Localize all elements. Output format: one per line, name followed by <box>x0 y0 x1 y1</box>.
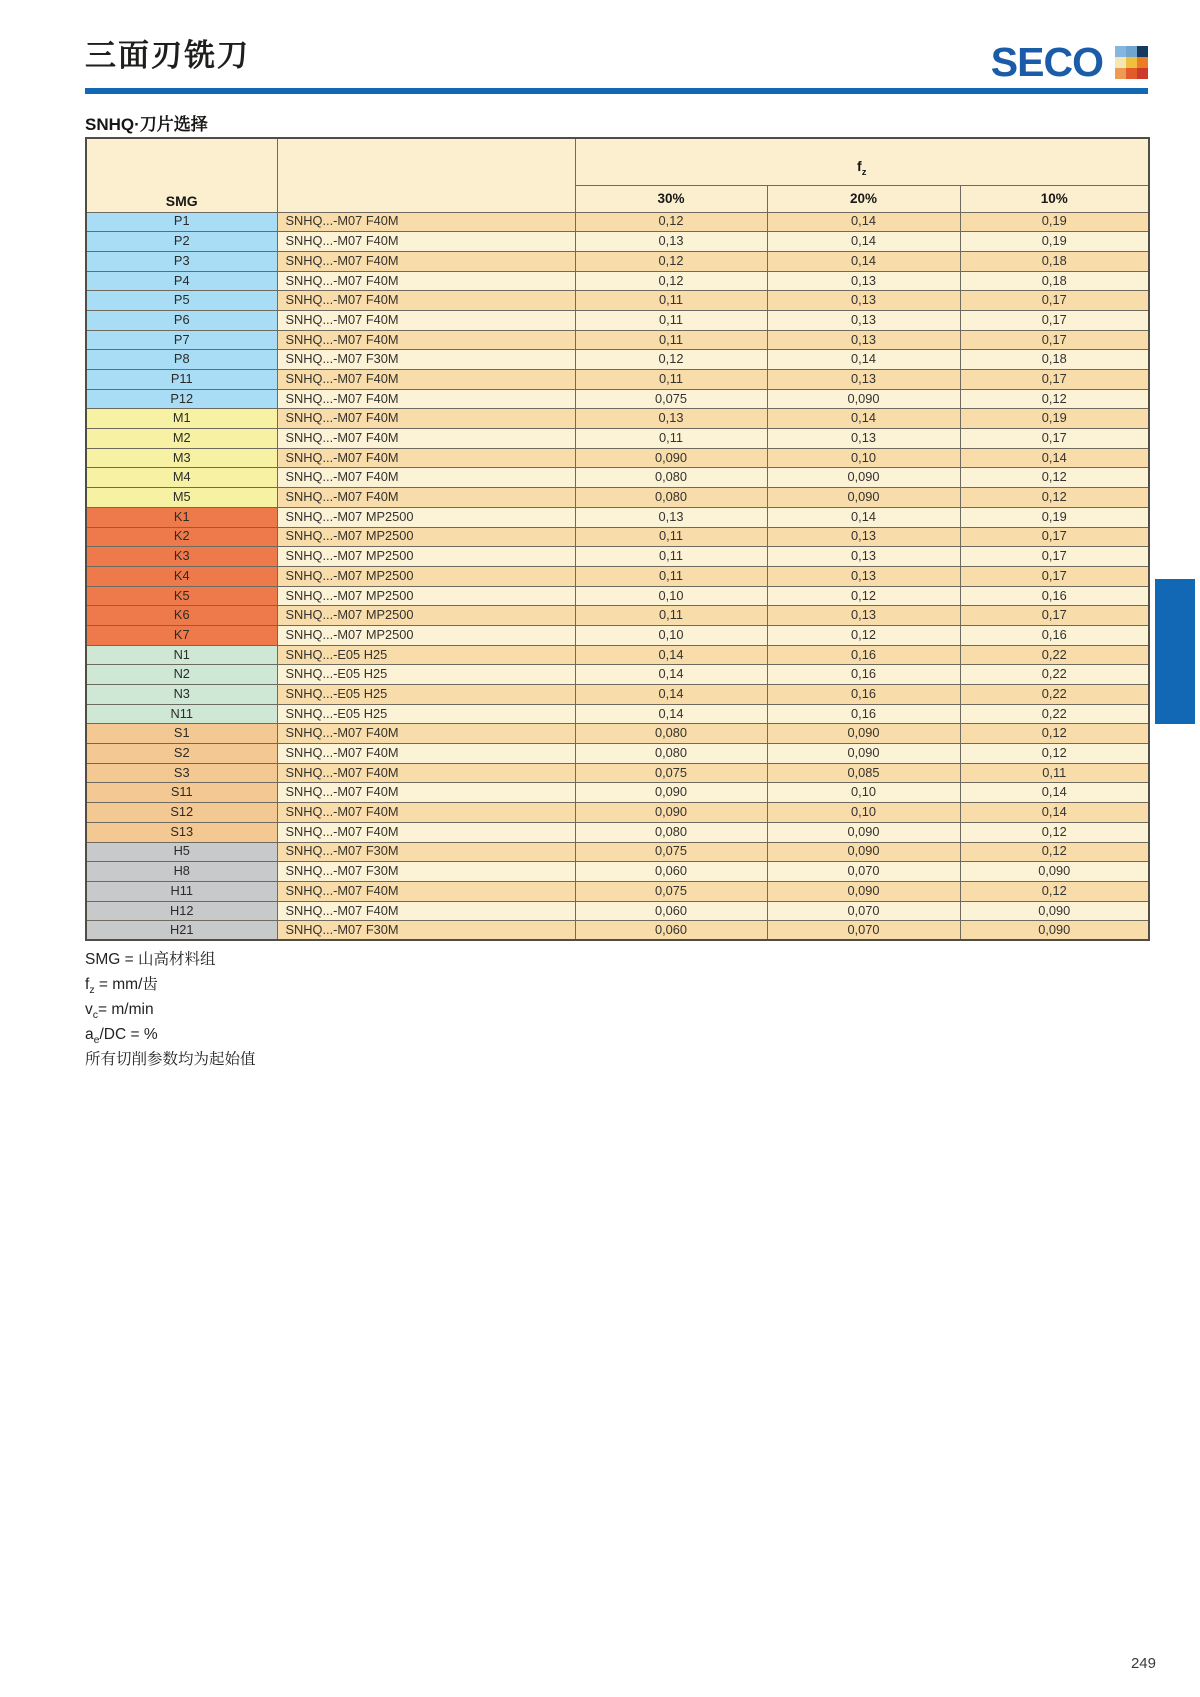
percent-30-header: 30% <box>575 185 767 212</box>
value-cell-10: 0,12 <box>960 744 1149 764</box>
table-header-row-top <box>86 138 1149 185</box>
value-cell-30: 0,075 <box>575 763 767 783</box>
value-cell-10: 0,17 <box>960 370 1149 390</box>
table-row <box>86 251 1149 271</box>
value-cell-20: 0,13 <box>767 527 960 547</box>
value-cell-20: 0,14 <box>767 350 960 370</box>
value-cell-10: 0,17 <box>960 291 1149 311</box>
table-row <box>86 704 1149 724</box>
value-cell-30: 0,090 <box>575 448 767 468</box>
smg-cell: P12 <box>86 389 277 409</box>
cutting-data-table <box>85 137 1150 941</box>
value-cell-20: 0,090 <box>767 881 960 901</box>
seco-logo-squares-icon <box>1115 46 1148 79</box>
smg-cell: M4 <box>86 468 277 488</box>
smg-cell: K6 <box>86 606 277 626</box>
designation-cell: SNHQ...-E05 H25 <box>277 704 575 724</box>
smg-cell: N1 <box>86 645 277 665</box>
designation-cell: SNHQ...-E05 H25 <box>277 645 575 665</box>
smg-cell: H12 <box>86 901 277 921</box>
value-cell-10: 0,17 <box>960 330 1149 350</box>
value-cell-10: 0,14 <box>960 448 1149 468</box>
designation-cell: SNHQ...-M07 MP2500 <box>277 625 575 645</box>
value-cell-10: 0,16 <box>960 625 1149 645</box>
value-cell-10: 0,17 <box>960 547 1149 567</box>
value-cell-20: 0,090 <box>767 488 960 508</box>
seco-logo-text: SECO <box>990 39 1103 85</box>
value-cell-20: 0,13 <box>767 547 960 567</box>
designation-column-header <box>277 138 575 212</box>
percent-20-header: 20% <box>767 185 960 212</box>
table-row <box>86 488 1149 508</box>
fz-column-header <box>575 138 1149 185</box>
value-cell-10: 0,090 <box>960 921 1149 941</box>
designation-cell: SNHQ...-M07 F40M <box>277 763 575 783</box>
designation-cell: SNHQ...-M07 MP2500 <box>277 547 575 567</box>
value-cell-30: 0,12 <box>575 271 767 291</box>
smg-cell: P7 <box>86 330 277 350</box>
footnote: 所有切削参数均为起始值 <box>85 1051 256 1068</box>
value-cell-20: 0,12 <box>767 625 960 645</box>
value-cell-10: 0,090 <box>960 862 1149 882</box>
value-cell-20: 0,16 <box>767 665 960 685</box>
value-cell-30: 0,10 <box>575 625 767 645</box>
designation-cell: SNHQ...-E05 H25 <box>277 665 575 685</box>
table-row <box>86 370 1149 390</box>
table-body <box>86 212 1149 940</box>
value-cell-30: 0,075 <box>575 881 767 901</box>
table-row <box>86 232 1149 252</box>
table-row <box>86 350 1149 370</box>
table-row <box>86 783 1149 803</box>
value-cell-10: 0,12 <box>960 724 1149 744</box>
value-cell-10: 0,19 <box>960 212 1149 232</box>
footnote-subscript: c <box>92 1009 99 1022</box>
smg-cell: N11 <box>86 704 277 724</box>
logo-square <box>1126 57 1137 68</box>
value-cell-30: 0,11 <box>575 547 767 567</box>
designation-cell: SNHQ...-M07 F40M <box>277 232 575 252</box>
smg-cell: S1 <box>86 724 277 744</box>
value-cell-10: 0,12 <box>960 822 1149 842</box>
smg-cell: P3 <box>86 251 277 271</box>
value-cell-20: 0,13 <box>767 370 960 390</box>
value-cell-20: 0,16 <box>767 704 960 724</box>
smg-column-header: SMG <box>86 138 277 212</box>
table-row <box>86 822 1149 842</box>
value-cell-30: 0,060 <box>575 862 767 882</box>
designation-cell: SNHQ...-M07 MP2500 <box>277 606 575 626</box>
value-cell-30: 0,11 <box>575 566 767 586</box>
value-cell-10: 0,18 <box>960 271 1149 291</box>
table-row <box>86 212 1149 232</box>
value-cell-20: 0,090 <box>767 724 960 744</box>
table-row <box>86 842 1149 862</box>
designation-cell: SNHQ...-M07 F40M <box>277 409 575 429</box>
designation-cell: SNHQ...-M07 F40M <box>277 271 575 291</box>
value-cell-10: 0,12 <box>960 389 1149 409</box>
smg-cell: N2 <box>86 665 277 685</box>
value-cell-30: 0,080 <box>575 724 767 744</box>
value-cell-30: 0,14 <box>575 685 767 705</box>
value-cell-10: 0,16 <box>960 586 1149 606</box>
fz-label: f <box>857 157 862 174</box>
value-cell-30: 0,075 <box>575 842 767 862</box>
table-row <box>86 763 1149 783</box>
value-cell-30: 0,060 <box>575 921 767 941</box>
value-cell-10: 0,12 <box>960 881 1149 901</box>
smg-cell: S3 <box>86 763 277 783</box>
designation-cell: SNHQ...-M07 F40M <box>277 429 575 449</box>
value-cell-20: 0,085 <box>767 763 960 783</box>
smg-cell: P4 <box>86 271 277 291</box>
table-row <box>86 291 1149 311</box>
section-side-tab <box>1155 579 1195 724</box>
footnote-subscript: e <box>93 1034 100 1047</box>
designation-cell: SNHQ...-M07 MP2500 <box>277 527 575 547</box>
designation-cell: SNHQ...-M07 MP2500 <box>277 507 575 527</box>
value-cell-30: 0,11 <box>575 527 767 547</box>
table-row <box>86 586 1149 606</box>
table-row <box>86 527 1149 547</box>
smg-cell: P5 <box>86 291 277 311</box>
fz-subscript: z <box>861 166 867 178</box>
designation-cell: SNHQ...-M07 MP2500 <box>277 566 575 586</box>
smg-cell: K1 <box>86 507 277 527</box>
value-cell-20: 0,090 <box>767 389 960 409</box>
value-cell-30: 0,13 <box>575 409 767 429</box>
section-heading: SNHQ·刀片选择 <box>85 115 208 134</box>
table-row <box>86 685 1149 705</box>
value-cell-20: 0,13 <box>767 271 960 291</box>
value-cell-20: 0,12 <box>767 586 960 606</box>
value-cell-30: 0,14 <box>575 704 767 724</box>
value-cell-30: 0,090 <box>575 783 767 803</box>
value-cell-20: 0,090 <box>767 468 960 488</box>
value-cell-10: 0,19 <box>960 507 1149 527</box>
value-cell-10: 0,17 <box>960 606 1149 626</box>
designation-cell: SNHQ...-M07 F40M <box>277 291 575 311</box>
table-header <box>86 138 1149 212</box>
table-row <box>86 389 1149 409</box>
smg-cell: P11 <box>86 370 277 390</box>
logo-square <box>1137 68 1148 79</box>
smg-cell: S12 <box>86 803 277 823</box>
value-cell-20: 0,090 <box>767 744 960 764</box>
smg-cell: K7 <box>86 625 277 645</box>
designation-cell: SNHQ...-M07 F40M <box>277 744 575 764</box>
logo-square <box>1126 46 1137 57</box>
table-row <box>86 724 1149 744</box>
value-cell-30: 0,11 <box>575 310 767 330</box>
value-cell-20: 0,13 <box>767 566 960 586</box>
value-cell-30: 0,14 <box>575 645 767 665</box>
value-cell-30: 0,12 <box>575 251 767 271</box>
value-cell-30: 0,11 <box>575 330 767 350</box>
table-row <box>86 645 1149 665</box>
value-cell-30: 0,10 <box>575 586 767 606</box>
value-cell-10: 0,12 <box>960 488 1149 508</box>
value-cell-20: 0,070 <box>767 862 960 882</box>
logo-square <box>1115 68 1126 79</box>
value-cell-30: 0,13 <box>575 232 767 252</box>
value-cell-30: 0,11 <box>575 429 767 449</box>
value-cell-30: 0,14 <box>575 665 767 685</box>
table-row <box>86 448 1149 468</box>
value-cell-10: 0,12 <box>960 842 1149 862</box>
designation-cell: SNHQ...-M07 F40M <box>277 330 575 350</box>
designation-cell: SNHQ...-M07 F40M <box>277 881 575 901</box>
smg-cell: M3 <box>86 448 277 468</box>
value-cell-20: 0,14 <box>767 251 960 271</box>
footnote: SMG = 山高材料组 <box>85 951 216 968</box>
value-cell-30: 0,12 <box>575 350 767 370</box>
designation-cell: SNHQ...-M07 F40M <box>277 251 575 271</box>
table-row <box>86 901 1149 921</box>
smg-cell: K2 <box>86 527 277 547</box>
logo-square <box>1115 57 1126 68</box>
designation-cell: SNHQ...-M07 F30M <box>277 862 575 882</box>
smg-cell: P6 <box>86 310 277 330</box>
smg-cell: H21 <box>86 921 277 941</box>
designation-cell: SNHQ...-M07 F40M <box>277 488 575 508</box>
value-cell-10: 0,22 <box>960 645 1149 665</box>
value-cell-20: 0,090 <box>767 842 960 862</box>
designation-cell: SNHQ...-M07 F40M <box>277 783 575 803</box>
value-cell-10: 0,17 <box>960 310 1149 330</box>
footnote: $a_e/DC$ = % <box>85 1026 158 1047</box>
value-cell-20: 0,10 <box>767 448 960 468</box>
footnotes <box>85 947 256 1072</box>
value-cell-20: 0,14 <box>767 507 960 527</box>
smg-cell: K4 <box>86 566 277 586</box>
logo-square <box>1115 46 1126 57</box>
value-cell-20: 0,070 <box>767 921 960 941</box>
value-cell-30: 0,080 <box>575 822 767 842</box>
table-row <box>86 566 1149 586</box>
table-row <box>86 429 1149 449</box>
designation-cell: SNHQ...-M07 F40M <box>277 212 575 232</box>
designation-cell: SNHQ...-M07 F40M <box>277 448 575 468</box>
smg-cell: P1 <box>86 212 277 232</box>
designation-cell: SNHQ...-E05 H25 <box>277 685 575 705</box>
value-cell-30: 0,12 <box>575 212 767 232</box>
value-cell-20: 0,090 <box>767 822 960 842</box>
smg-cell: P8 <box>86 350 277 370</box>
value-cell-10: 0,11 <box>960 763 1149 783</box>
value-cell-30: 0,090 <box>575 803 767 823</box>
designation-cell: SNHQ...-M07 F40M <box>277 468 575 488</box>
smg-cell: K5 <box>86 586 277 606</box>
value-cell-30: 0,11 <box>575 370 767 390</box>
table-row <box>86 803 1149 823</box>
value-cell-10: 0,12 <box>960 468 1149 488</box>
value-cell-20: 0,13 <box>767 606 960 626</box>
table-row <box>86 921 1149 941</box>
footnote: $v_c= m/\min$ <box>85 1001 154 1022</box>
footnote-subscript: z <box>89 984 95 997</box>
value-cell-20: 0,10 <box>767 803 960 823</box>
value-cell-20: 0,13 <box>767 429 960 449</box>
logo-square <box>1126 68 1137 79</box>
value-cell-10: 0,17 <box>960 429 1149 449</box>
smg-cell: S11 <box>86 783 277 803</box>
percent-10-header: 10% <box>960 185 1149 212</box>
value-cell-10: 0,22 <box>960 685 1149 705</box>
page-title: 三面刃铣刀 <box>85 38 250 73</box>
smg-cell: H5 <box>86 842 277 862</box>
value-cell-10: 0,18 <box>960 251 1149 271</box>
smg-cell: K3 <box>86 547 277 567</box>
table-row <box>86 547 1149 567</box>
value-cell-20: 0,070 <box>767 901 960 921</box>
value-cell-30: 0,060 <box>575 901 767 921</box>
table-row <box>86 310 1149 330</box>
value-cell-20: 0,16 <box>767 685 960 705</box>
value-cell-20: 0,14 <box>767 409 960 429</box>
value-cell-10: 0,19 <box>960 232 1149 252</box>
table-row <box>86 330 1149 350</box>
table-row <box>86 862 1149 882</box>
value-cell-20: 0,14 <box>767 232 960 252</box>
value-cell-20: 0,13 <box>767 291 960 311</box>
designation-cell: SNHQ...-M07 F30M <box>277 921 575 941</box>
table-row <box>86 409 1149 429</box>
value-cell-30: 0,080 <box>575 488 767 508</box>
value-cell-10: 0,17 <box>960 527 1149 547</box>
value-cell-30: 0,13 <box>575 507 767 527</box>
value-cell-30: 0,11 <box>575 606 767 626</box>
value-cell-10: 0,22 <box>960 704 1149 724</box>
smg-cell: M1 <box>86 409 277 429</box>
footnote: $f_z = mm/$齿 <box>85 976 158 997</box>
value-cell-10: 0,14 <box>960 803 1149 823</box>
designation-cell: SNHQ...-M07 F40M <box>277 901 575 921</box>
smg-cell: N3 <box>86 685 277 705</box>
smg-cell: M5 <box>86 488 277 508</box>
logo-square <box>1137 46 1148 57</box>
table-row <box>86 271 1149 291</box>
designation-cell: SNHQ...-M07 F30M <box>277 842 575 862</box>
table-row <box>86 606 1149 626</box>
value-cell-20: 0,14 <box>767 212 960 232</box>
logo-square <box>1137 57 1148 68</box>
seco-logo <box>990 39 1148 85</box>
value-cell-10: 0,18 <box>960 350 1149 370</box>
designation-cell: SNHQ...-M07 F40M <box>277 370 575 390</box>
value-cell-10: 0,14 <box>960 783 1149 803</box>
value-cell-30: 0,080 <box>575 744 767 764</box>
value-cell-20: 0,13 <box>767 330 960 350</box>
value-cell-10: 0,22 <box>960 665 1149 685</box>
smg-cell: S2 <box>86 744 277 764</box>
table-row <box>86 507 1149 527</box>
smg-cell: H11 <box>86 881 277 901</box>
value-cell-20: 0,10 <box>767 783 960 803</box>
value-cell-20: 0,13 <box>767 310 960 330</box>
value-cell-10: 0,19 <box>960 409 1149 429</box>
designation-cell: SNHQ...-M07 MP2500 <box>277 586 575 606</box>
table-row <box>86 881 1149 901</box>
designation-cell: SNHQ...-M07 F40M <box>277 822 575 842</box>
value-cell-30: 0,080 <box>575 468 767 488</box>
designation-cell: SNHQ...-M07 F40M <box>277 310 575 330</box>
value-cell-30: 0,11 <box>575 291 767 311</box>
value-cell-10: 0,17 <box>960 566 1149 586</box>
table-row <box>86 665 1149 685</box>
table-row <box>86 625 1149 645</box>
value-cell-30: 0,075 <box>575 389 767 409</box>
designation-cell: SNHQ...-M07 F40M <box>277 724 575 744</box>
smg-cell: P2 <box>86 232 277 252</box>
value-cell-10: 0,090 <box>960 901 1149 921</box>
header-rule <box>85 88 1148 94</box>
designation-cell: SNHQ...-M07 F40M <box>277 389 575 409</box>
table-row <box>86 744 1149 764</box>
page-number: 249 <box>1130 1655 1156 1672</box>
designation-cell: SNHQ...-M07 F30M <box>277 350 575 370</box>
smg-cell: M2 <box>86 429 277 449</box>
value-cell-20: 0,16 <box>767 645 960 665</box>
designation-cell: SNHQ...-M07 F40M <box>277 803 575 823</box>
smg-cell: H8 <box>86 862 277 882</box>
table-row <box>86 468 1149 488</box>
smg-cell: S13 <box>86 822 277 842</box>
